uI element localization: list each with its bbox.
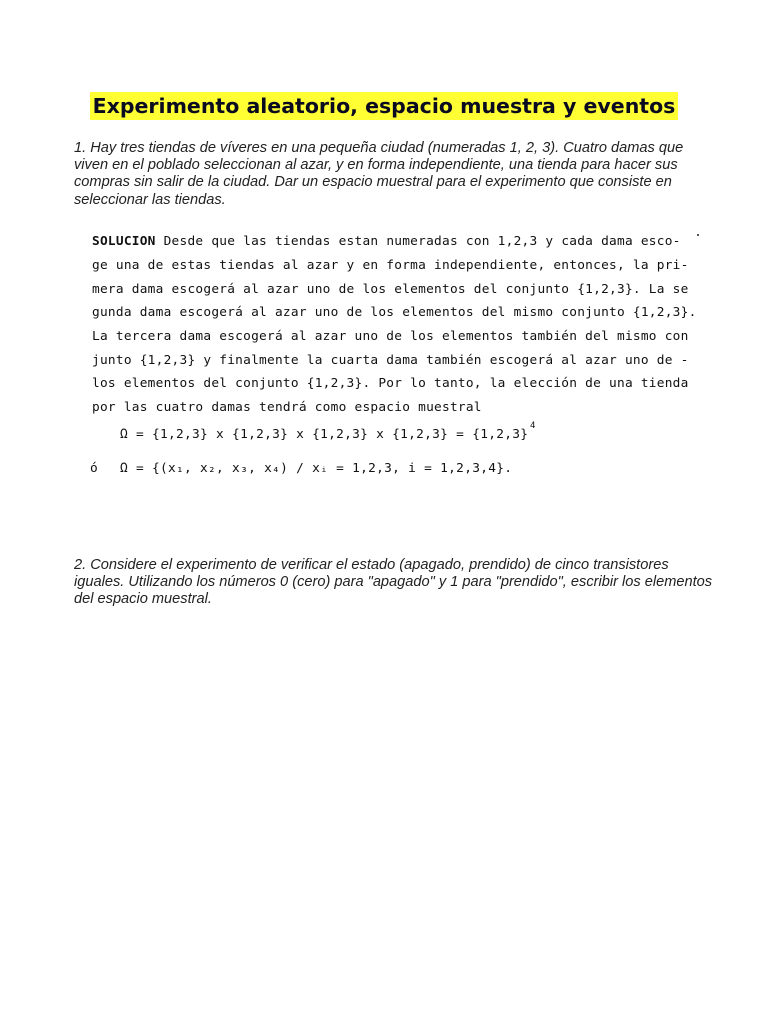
solution-line: los elementos del conjunto {1,2,3}. Por lo tanto, la elección de una tienda (92, 376, 689, 391)
page-title: Experimento aleatorio, espacio muestra y eventos (90, 92, 679, 120)
exponent-superscript: 4 (530, 421, 536, 431)
solution-line-text: Desde que las tiendas estan numeradas con 1,2,3 y cada dama esco- (155, 234, 681, 249)
alternative-marker: ó (90, 461, 99, 476)
sample-space-equation-2: Ω = {(x₁, x₂, x₃, x₄) / xᵢ = 1,2,3, i = 1,2,3,4}. (120, 461, 513, 476)
sample-space-equation-1: Ω = {1,2,3} x {1,2,3} x {1,2,3} x {1,2,3} = {1,2,3} (120, 427, 529, 442)
solution-line: ge una de estas tiendas al azar y en forma independiente, entonces, la pri- (92, 258, 689, 273)
problem-2-text: 2. Considere el experimento de verificar el estado (apagado, prendido) de cinco transistores iguales. Utilizando los números 0 (cero) para "apagado" y 1 para "prendido", escribir los elementos del espacio muestral. (74, 557, 713, 608)
scan-speck (697, 234, 699, 236)
solution-line: gunda dama escogerá al azar uno de los elementos del mismo conjunto {1,2,3}. (92, 305, 697, 320)
problem-1-text: 1. Hay tres tiendas de víveres en una pequeña ciudad (numeradas 1, 2, 3). Cuatro damas que viven en el poblado seleccionan al azar, y en forma independiente, una tienda para hacer sus compras sin salir de la ciudad. Dar un espacio muestral para el experimento que consiste en seleccionar las tiendas. (74, 140, 684, 208)
solution-line: mera dama escogerá al azar uno de los elementos del conjunto {1,2,3}. La se (92, 282, 689, 297)
solution-heading: SOLUCION (92, 234, 156, 249)
title-container (0, 92, 768, 120)
solution-line: junto {1,2,3} y finalmente la cuarta dama también escogerá al azar uno de - (92, 353, 689, 368)
solution-line: La tercera dama escogerá al azar uno de los elementos también del mismo con (92, 329, 689, 344)
solution-line: por las cuatro damas tendrá como espacio muestral (92, 400, 482, 415)
solution-line (92, 232, 681, 252)
